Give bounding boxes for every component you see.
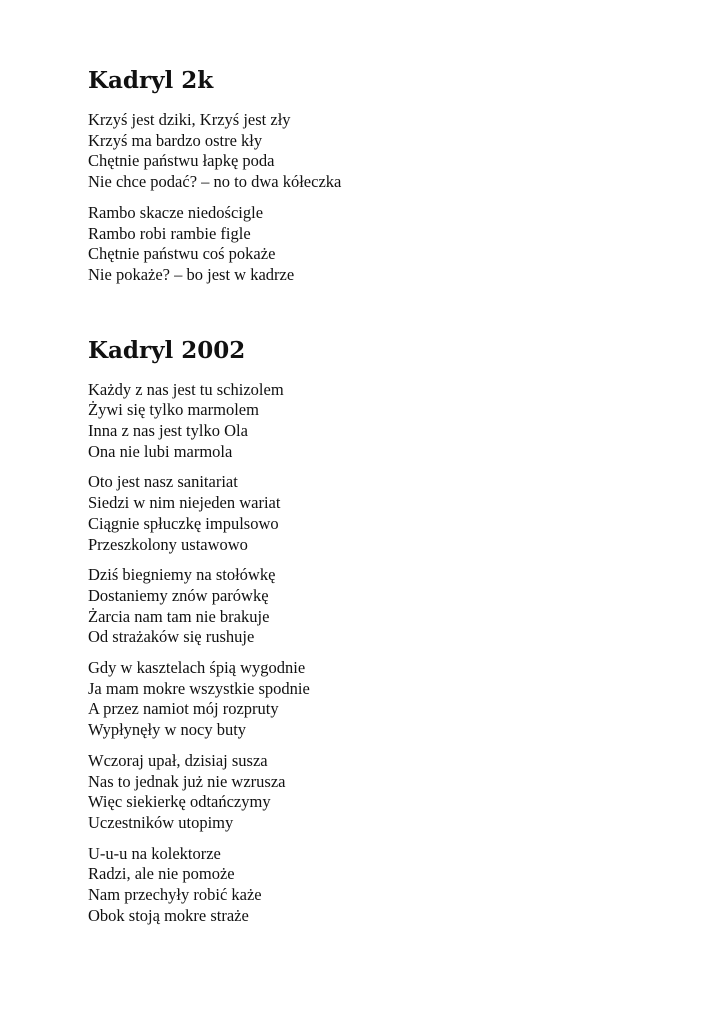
verse-line: Wypłynęły w nocy buty [88,720,247,740]
stanza [88,844,688,927]
verse-line: Uczestników utopimy [88,812,234,832]
verse-line: Gdy w kasztelach śpią wygodnie [88,658,306,678]
stanza [88,203,688,286]
verse-line: Nie pokaże? – bo jest w kadrze [88,264,295,284]
stanza [88,110,688,193]
song-kadryl-2k [88,66,688,286]
verse-line: Radzi, ale nie pomoże [88,864,235,884]
verse-line: Wczoraj upał, dzisiaj susza [88,750,268,770]
verse-line: Nie chce podać? – no to dwa kółeczka [88,172,342,192]
verse-line: Krzyś ma bardzo ostre kły [88,130,263,150]
verse-line: Obok stoją mokre straże [88,905,249,925]
stanza [88,565,688,648]
verse-line: U-u-u na kolektorze [88,843,221,863]
verse-line: Przeszkolony ustawowo [88,534,248,554]
verse-line: Każdy z nas jest tu schizolem [88,379,284,399]
verse-line: A przez namiot mój rozpruty [88,699,279,719]
verse-line: Żywi się tylko marmolem [88,400,259,420]
verse-line: Siedzi w nim niejeden wariat [88,493,281,513]
verse-line: Rambo robi rambie figle [88,223,251,243]
verse-line: Ona nie lubi marmola [88,441,233,461]
verse-line: Dostaniemy znów parówkę [88,585,269,605]
song-title: Kadryl 2k [88,67,214,94]
verse-line: Dziś biegniemy na stołówkę [88,565,276,585]
song-kadryl-2002 [88,336,688,927]
verse-line: Więc siekierkę odtańczymy [88,792,271,812]
verse-line: Ciągnie spłuczkę impulsowo [88,513,279,533]
verse-line: Od strażaków się rushuje [88,627,255,647]
document-page [88,66,688,937]
verse-line: Chętnie państwu łapkę poda [88,151,275,171]
song-title: Kadryl 2002 [88,336,246,364]
verse-line: Krzyś jest dziki, Krzyś jest zły [88,110,291,129]
verse-line: Żarcia nam tam nie brakuje [88,606,270,626]
stanza [88,751,688,834]
verse-line: Ja mam mokre wszystkie spodnie [88,678,310,698]
verse-line: Nas to jednak już nie wzrusza [88,771,286,791]
verse-line: Inna z nas jest tylko Ola [88,421,248,441]
verse-line: Chętnie państwu coś pokaże [88,244,276,264]
stanza [88,472,688,555]
verse-line: Oto jest nasz sanitariat [88,472,238,492]
stanza [88,658,688,741]
verse-line: Nam przechyły robić każe [88,885,262,905]
stanza [88,380,688,463]
verse-line: Rambo skacze niedościgle [88,202,264,222]
